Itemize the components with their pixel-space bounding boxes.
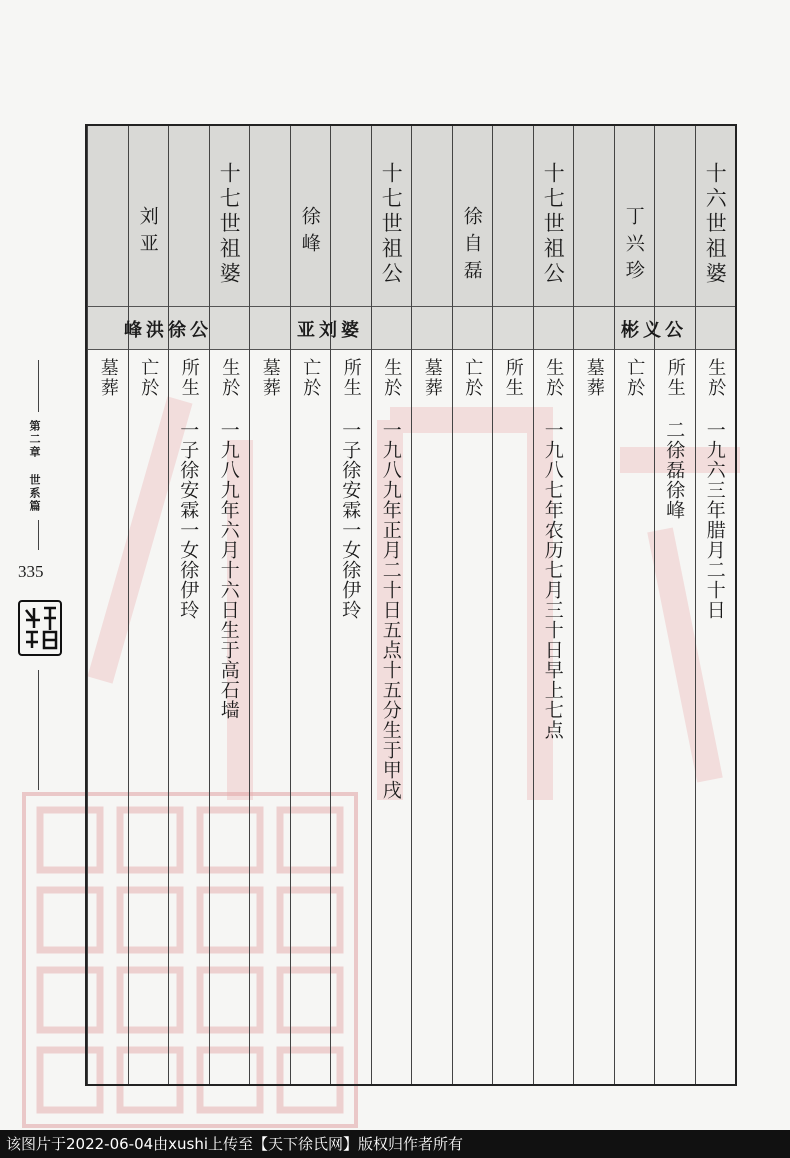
table-column [654, 126, 695, 1084]
generation-title: 十七世祖公 [379, 162, 404, 287]
spouse-label: 亚刘婆 [297, 320, 363, 341]
table-column [87, 126, 128, 1084]
field-value: 二徐磊徐峰 [663, 420, 686, 520]
generation-title: 十七世祖公 [541, 162, 566, 287]
table-column [290, 126, 331, 1084]
field-label: 所生 [340, 358, 362, 398]
genealogy-table [85, 124, 737, 1086]
field-label: 亡於 [138, 358, 160, 398]
table-column [614, 126, 655, 1084]
spouse-label: 峰洪徐公 [124, 320, 212, 341]
person-name: 徐峰 [298, 206, 321, 260]
field-label: 墓葬 [259, 358, 281, 398]
field-value: 一九六三年腊月二十日 [703, 420, 726, 620]
field-label: 生於 [705, 358, 727, 398]
generation-title: 十六世祖婆 [703, 162, 728, 287]
table-column [492, 126, 533, 1084]
field-value: 一子徐安霖一女徐伊玲 [177, 420, 200, 620]
field-label: 生於 [381, 358, 403, 398]
table-column [533, 126, 574, 1084]
field-label: 亡於 [300, 358, 322, 398]
field-label: 生於 [543, 358, 565, 398]
spouse-label: 彬义公 [621, 320, 687, 341]
page-number: 335 [18, 562, 44, 581]
copyright-footer: 该图片于2022-06-04由xushi上传至【天下徐氏网】版权归作者所有 [0, 1130, 790, 1158]
table-column [249, 126, 290, 1084]
field-label: 墓葬 [421, 358, 443, 398]
table-column [168, 126, 209, 1084]
margin-line-mid [38, 520, 39, 550]
field-label: 生於 [219, 358, 241, 398]
chapter-label: 第二章 世系篇 [28, 420, 41, 513]
field-value: 一子徐安霖一女徐伊玲 [339, 420, 362, 620]
margin-line-top [38, 360, 39, 412]
person-name: 丁兴珍 [622, 206, 645, 287]
field-label: 所生 [178, 358, 200, 398]
margin-line-bottom [38, 670, 39, 790]
generation-title: 十七世祖婆 [217, 162, 242, 287]
field-label: 亡於 [462, 358, 484, 398]
field-value: 一九八九年六月十六日生于高石墙 [217, 420, 240, 720]
table-column [452, 126, 493, 1084]
table-column [128, 126, 169, 1084]
table-column [209, 126, 250, 1084]
book-mark-stamp [18, 600, 62, 656]
field-label: 墓葬 [583, 358, 605, 398]
field-label: 所生 [502, 358, 524, 398]
field-value: 一九八九年正月二十日五点十五分生于甲戌 [379, 420, 402, 800]
field-label: 墓葬 [97, 358, 119, 398]
field-label: 所生 [664, 358, 686, 398]
table-column [330, 126, 371, 1084]
person-name: 刘亚 [136, 206, 159, 260]
table-column [371, 126, 412, 1084]
field-label: 亡於 [624, 358, 646, 398]
table-column [411, 126, 452, 1084]
table-column [695, 126, 736, 1084]
table-column [573, 126, 614, 1084]
person-name: 徐自磊 [460, 206, 483, 287]
field-value: 一九八七年农历七月三十日早上七点 [541, 420, 564, 740]
